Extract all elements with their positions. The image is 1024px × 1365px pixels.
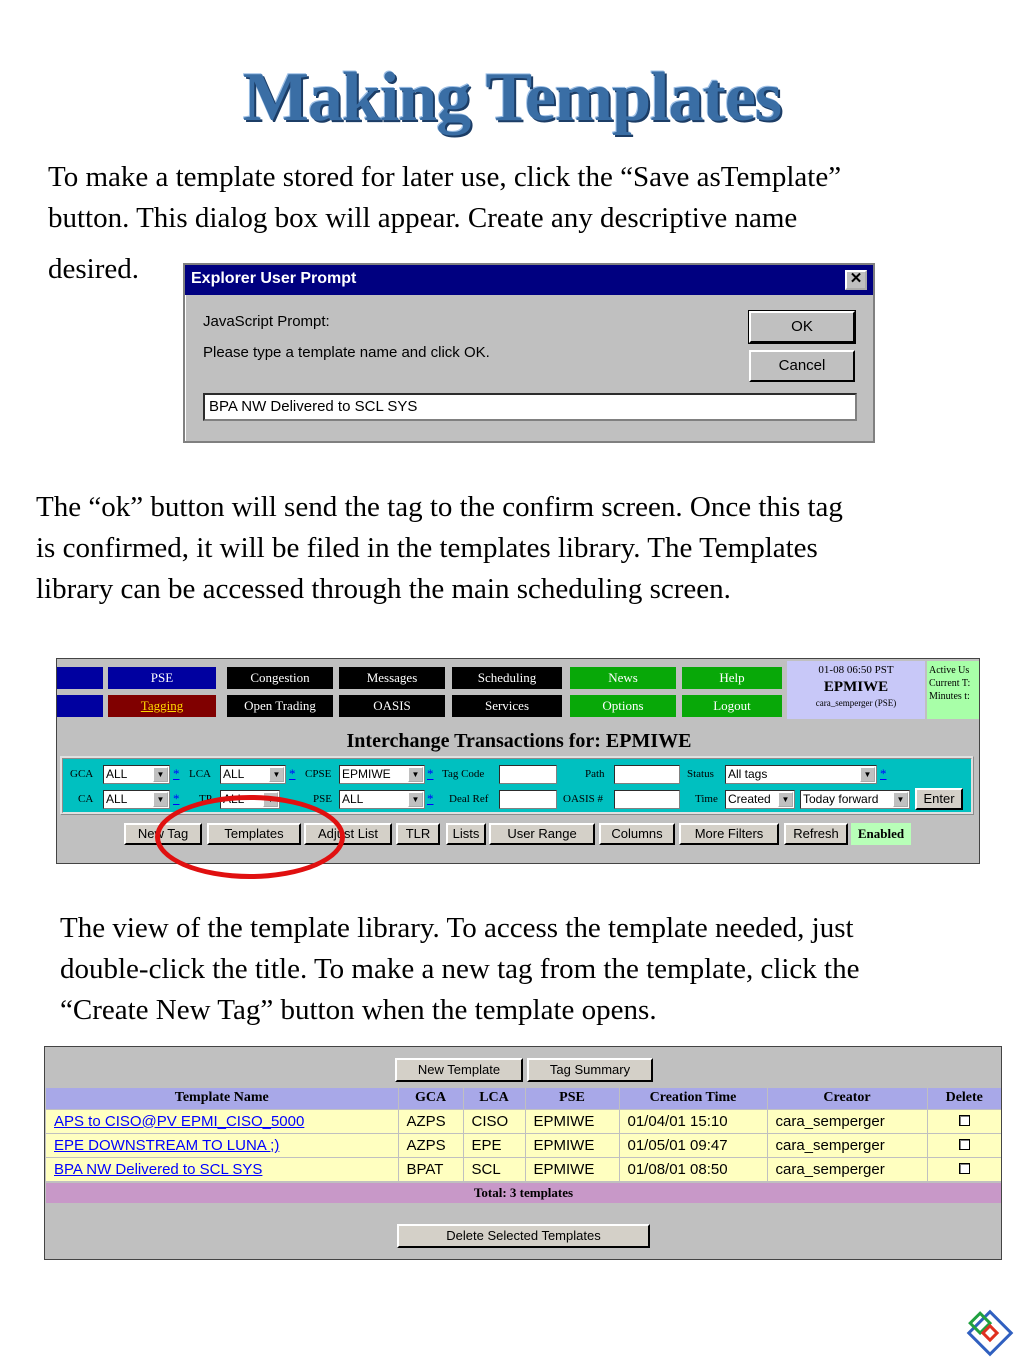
cpse-value: EPMIWE bbox=[342, 767, 391, 781]
entity-name: EPMIWE bbox=[823, 679, 889, 695]
ca-select[interactable] bbox=[103, 790, 170, 809]
gca-value: ALL bbox=[106, 767, 128, 781]
chevron-down-icon: ▼ bbox=[269, 767, 284, 782]
path-label: Path bbox=[585, 768, 605, 780]
timestamp: 01-08 06:50 PST bbox=[818, 664, 894, 676]
pse-cell: EPMIWE bbox=[525, 1133, 619, 1157]
col-delete: Delete bbox=[927, 1088, 1001, 1109]
range-value: Today forward bbox=[803, 792, 879, 806]
template-name-cell bbox=[46, 1133, 398, 1157]
col-pse: PSE bbox=[525, 1088, 619, 1109]
pse-cell: EPMIWE bbox=[525, 1109, 619, 1133]
nav-tagging[interactable]: Tagging bbox=[108, 695, 216, 717]
lca-select[interactable] bbox=[220, 765, 286, 784]
ok-line-2: is confirmed, it will be filed in the templates library. The Templates bbox=[36, 532, 818, 564]
transactions-heading: Interchange Transactions for: EPMIWE bbox=[346, 730, 692, 752]
template-table bbox=[46, 1088, 1001, 1181]
range-select[interactable] bbox=[800, 790, 910, 809]
status-select[interactable] bbox=[725, 765, 877, 784]
library-line-1: The view of the template library. To access the template needed, just bbox=[60, 912, 854, 944]
chevron-down-icon: ▼ bbox=[153, 767, 168, 782]
template-name-cell bbox=[46, 1109, 398, 1133]
enron-logo-icon bbox=[965, 1308, 1015, 1358]
nav-options[interactable]: Options bbox=[570, 695, 676, 717]
active-line-1: Active Us bbox=[929, 665, 970, 676]
enter-button[interactable]: Enter bbox=[915, 788, 963, 810]
pse-select[interactable] bbox=[339, 790, 425, 809]
lca-star-link[interactable]: * bbox=[289, 766, 296, 781]
status-label: Status bbox=[687, 768, 714, 780]
highlight-circle bbox=[155, 795, 345, 879]
nav-scheduling[interactable]: Scheduling bbox=[452, 667, 562, 689]
explorer-prompt-dialog bbox=[183, 263, 875, 443]
enabled-badge: Enabled bbox=[851, 823, 911, 845]
col-lca: LCA bbox=[463, 1088, 525, 1109]
oasis-label: OASIS # bbox=[563, 793, 604, 805]
gca-star-link[interactable]: * bbox=[173, 766, 180, 781]
cpse-select[interactable] bbox=[339, 765, 425, 784]
tag-code-label: Tag Code bbox=[442, 768, 485, 780]
ok-button[interactable]: OK bbox=[749, 311, 855, 343]
template-link[interactable]: APS to CISO@PV EPMI_CISO_5000 bbox=[54, 1112, 305, 1130]
col-gca: GCA bbox=[398, 1088, 463, 1109]
tp-label: TP bbox=[199, 793, 212, 805]
status-value: All tags bbox=[728, 767, 768, 781]
chevron-down-icon: ▼ bbox=[263, 792, 278, 807]
active-line-3: Minutes t: bbox=[929, 691, 970, 702]
refresh-button[interactable]: Refresh bbox=[784, 823, 848, 845]
templates-button[interactable]: Templates bbox=[207, 823, 301, 845]
tag-code-input[interactable] bbox=[499, 765, 557, 784]
tlr-button[interactable]: TLR bbox=[396, 823, 440, 845]
cpse-star-link[interactable]: * bbox=[427, 766, 434, 781]
delete-cell bbox=[927, 1109, 1001, 1133]
ca-label: CA bbox=[78, 793, 94, 805]
gca-cell: BPAT bbox=[398, 1157, 463, 1181]
delete-checkbox[interactable] bbox=[959, 1139, 970, 1150]
cancel-button[interactable]: Cancel bbox=[749, 350, 855, 382]
dialog-instruction: Please type a template name and click OK. bbox=[203, 344, 490, 361]
pse-label: PSE bbox=[313, 793, 332, 805]
table-header-row bbox=[46, 1088, 1001, 1109]
nav-open-trading[interactable]: Open Trading bbox=[227, 695, 333, 717]
chevron-down-icon: ▼ bbox=[893, 792, 908, 807]
path-input[interactable] bbox=[614, 765, 680, 784]
lca-cell: EPE bbox=[463, 1133, 525, 1157]
pse-cell: EPMIWE bbox=[525, 1157, 619, 1181]
cpse-label: CPSE bbox=[305, 768, 332, 780]
ok-line-3: library can be accessed through the main scheduling screen. bbox=[36, 573, 731, 605]
ok-line-1: The “ok” button will send the tag to the confirm screen. Once this tag bbox=[36, 491, 843, 523]
template-link[interactable]: EPE DOWNSTREAM TO LUNA ;) bbox=[54, 1136, 280, 1154]
nav-oasis[interactable]: OASIS bbox=[339, 695, 445, 717]
time-label: Time bbox=[695, 793, 718, 805]
status-star-link[interactable]: * bbox=[880, 766, 887, 781]
col-template-name: Template Name bbox=[46, 1088, 398, 1109]
lists-button[interactable]: Lists bbox=[446, 823, 486, 845]
creator-cell: cara_semperger bbox=[767, 1109, 927, 1133]
gca-cell: AZPS bbox=[398, 1133, 463, 1157]
tp-value: ALL bbox=[223, 792, 245, 806]
nav-spacer-2 bbox=[57, 695, 103, 717]
dialog-prompt-label: JavaScript Prompt: bbox=[203, 313, 330, 330]
time-select[interactable] bbox=[725, 790, 795, 809]
intro-line-1: To make a template stored for later use, click the “Save asTemplate” bbox=[48, 161, 842, 193]
oasis-input[interactable] bbox=[614, 790, 680, 809]
table-row bbox=[46, 1109, 1001, 1133]
intro-line-2: button. This dialog box will appear. Create any descriptive name bbox=[48, 202, 798, 234]
intro-line-3: desired. bbox=[48, 253, 139, 285]
creation-time-cell: 01/04/01 15:10 bbox=[619, 1109, 767, 1133]
template-link[interactable]: BPA NW Delivered to SCL SYS bbox=[54, 1160, 263, 1178]
deal-ref-input[interactable] bbox=[499, 790, 557, 809]
chevron-down-icon: ▼ bbox=[778, 792, 793, 807]
chevron-down-icon: ▼ bbox=[408, 792, 423, 807]
pse-star-link[interactable]: * bbox=[427, 791, 434, 806]
columns-button[interactable]: Columns bbox=[599, 823, 675, 845]
creator-cell: cara_semperger bbox=[767, 1133, 927, 1157]
library-paragraph bbox=[60, 908, 1015, 1031]
new-tag-button[interactable]: New Tag bbox=[124, 823, 202, 845]
ca-value: ALL bbox=[106, 792, 128, 806]
table-row bbox=[46, 1133, 1001, 1157]
lca-cell: CISO bbox=[463, 1109, 525, 1133]
nav-news[interactable]: News bbox=[570, 667, 676, 689]
delete-selected-button[interactable]: Delete Selected Templates bbox=[397, 1224, 650, 1248]
creator-cell: cara_semperger bbox=[767, 1157, 927, 1181]
col-creation-time: Creation Time bbox=[619, 1088, 767, 1109]
delete-cell bbox=[927, 1133, 1001, 1157]
adjust-list-button[interactable]: Adjust List bbox=[304, 823, 392, 845]
deal-ref-label: Deal Ref bbox=[449, 793, 489, 805]
session-info-box bbox=[787, 661, 925, 719]
tag-summary-button[interactable]: Tag Summary bbox=[527, 1058, 653, 1082]
new-template-button[interactable]: New Template bbox=[395, 1058, 523, 1082]
dialog-titlebar bbox=[185, 265, 873, 295]
close-icon[interactable]: ✕ bbox=[845, 270, 867, 290]
total-templates: Total: 3 templates bbox=[46, 1183, 1001, 1203]
lca-cell: SCL bbox=[463, 1157, 525, 1181]
enron-logo bbox=[965, 1308, 1015, 1358]
active-users-box bbox=[927, 661, 980, 719]
lca-value: ALL bbox=[223, 767, 245, 781]
nav-messages[interactable]: Messages bbox=[339, 667, 445, 689]
col-creator: Creator bbox=[767, 1088, 927, 1109]
nav-logout[interactable]: Logout bbox=[682, 695, 782, 717]
gca-label: GCA bbox=[70, 768, 94, 780]
page-title: Making Templates bbox=[242, 59, 782, 136]
active-line-2: Current T: bbox=[929, 678, 971, 689]
library-line-2: double-click the title. To make a new tag from the template, click the bbox=[60, 953, 860, 985]
library-line-3: “Create New Tag” button when the template opens. bbox=[60, 994, 657, 1026]
nav-services[interactable]: Services bbox=[452, 695, 562, 717]
user-range-button[interactable]: User Range bbox=[489, 823, 595, 845]
more-filters-button[interactable]: More Filters bbox=[679, 823, 779, 845]
gca-select[interactable] bbox=[103, 765, 170, 784]
user-name: cara_semperger (PSE) bbox=[815, 698, 897, 708]
nav-help[interactable]: Help bbox=[682, 667, 782, 689]
gca-cell: AZPS bbox=[398, 1109, 463, 1133]
lca-label: LCA bbox=[189, 768, 211, 780]
chevron-down-icon: ▼ bbox=[153, 792, 168, 807]
time-value: Created bbox=[728, 792, 771, 806]
creation-time-cell: 01/05/01 09:47 bbox=[619, 1133, 767, 1157]
template-name-input[interactable]: BPA NW Delivered to SCL SYS bbox=[203, 393, 857, 421]
template-name-cell bbox=[46, 1157, 398, 1181]
nav-spacer bbox=[57, 667, 103, 689]
template-library bbox=[44, 1046, 1002, 1260]
chevron-down-icon: ▼ bbox=[860, 767, 875, 782]
dialog-title: Explorer User Prompt bbox=[191, 270, 357, 287]
delete-checkbox[interactable] bbox=[959, 1115, 970, 1126]
creation-time-cell: 01/08/01 08:50 bbox=[619, 1157, 767, 1181]
pse-value: ALL bbox=[342, 792, 364, 806]
chevron-down-icon: ▼ bbox=[408, 767, 423, 782]
ok-paragraph bbox=[36, 487, 1011, 610]
nav-congestion[interactable]: Congestion bbox=[227, 667, 333, 689]
delete-checkbox[interactable] bbox=[959, 1163, 970, 1174]
table-row bbox=[46, 1157, 1001, 1181]
delete-cell bbox=[927, 1157, 1001, 1181]
nav-pse[interactable]: PSE bbox=[108, 667, 216, 689]
ca-star-link[interactable]: * bbox=[173, 791, 180, 806]
